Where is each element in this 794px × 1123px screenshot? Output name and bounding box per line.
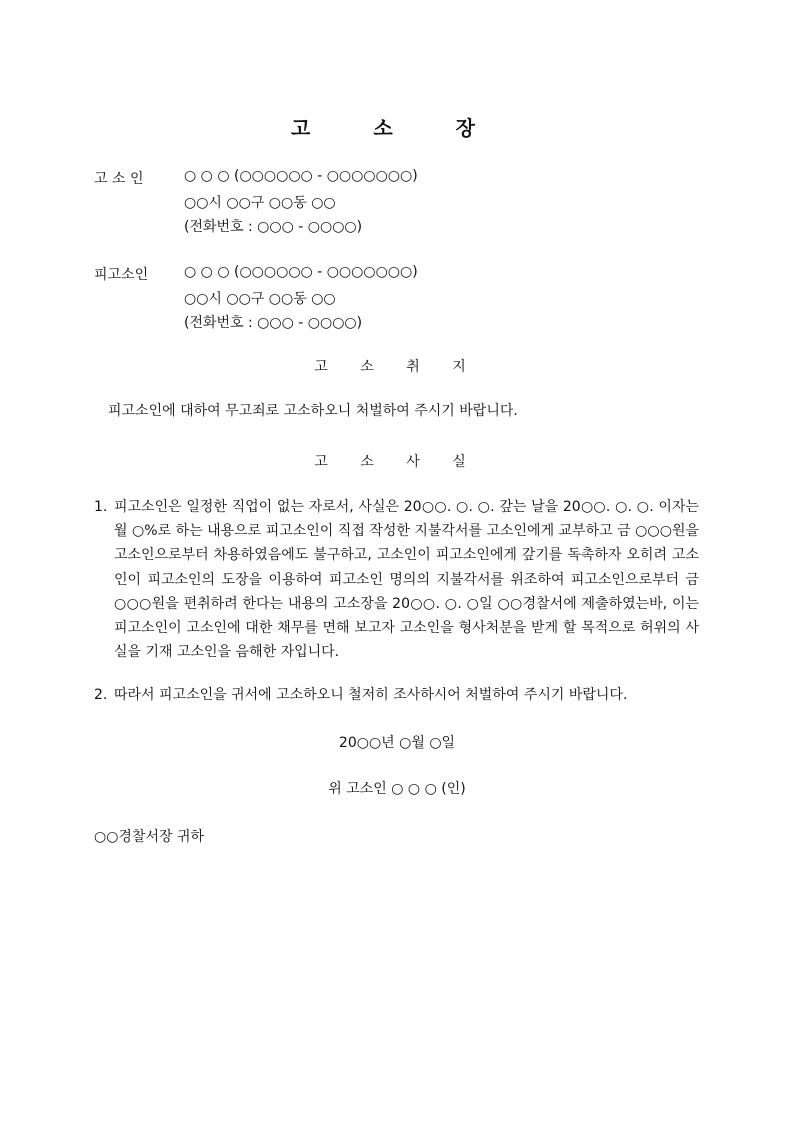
accused-label: 피고소인 [94,267,149,283]
accused-address: ○○시 ○○구 ○○동 ○○ [184,291,336,307]
complainant-phone: (전화번호 : ○○○ - ○○○○) [184,219,363,235]
addressee: ○○경찰서장 귀하 [94,829,205,845]
fact-text: 피고소인은 일정한 직업이 없는 자로서, 사실은 20○○. ○. ○. 갚는 날을 20○○. ○. ○. 이자는 월 ○%로 하는 내용으로 피고소인이 직접 작성한 지불각서를 고소인에게 교부하고 금 ○○○원을 고소인으로부터 차용하였음에도 불구하고, 고소인이 피고소인에게 갚기를 독촉하자 오히려 고소인이 피고소인의 도장을 이용하여 피고소인 명의의 지불각서를 위조하여 피고소인으로부터 금 ○○○원을 편취하려 한다는 내용의 고소장을 20○○. ○. ○일 ○○경찰서에 제출하였는바, 이는 피고소인이 고소인에 대한 채무를 면해 보고자 고소인을 형사처분을 받게 할 목적으로 허위의 사실을 기재 고소인을 음해한 자입니다. [114,499,699,661]
complainant-label: 고 소 인 [94,171,144,187]
complainant-address: ○○시 ○○구 ○○동 ○○ [184,195,336,211]
fact-item [94,495,699,664]
fact-number: 1. [94,499,108,515]
purpose-text: 피고소인에 대하여 무고죄로 고소하오니 처벌하여 주시기 바랍니다. [108,403,518,419]
signature-line: 위 고소인 ○ ○ ○ (인) [328,781,466,797]
purpose-heading: 고 소 취 지 [314,359,480,375]
fact-number: 2. [94,687,108,703]
accused-phone: (전화번호 : ○○○ - ○○○○) [184,315,363,331]
document-date: 20○○년 ○월 ○일 [338,735,456,751]
accused-name: ○ ○ ○ (○○○○○○ - ○○○○○○○) [184,264,418,280]
facts-heading: 고 소 사 실 [314,454,480,470]
document-title: 고 소 장 [291,116,503,140]
complainant-name: ○ ○ ○ (○○○○○○ - ○○○○○○○) [184,168,418,184]
fact-item [94,683,699,707]
fact-text: 따라서 피고소인을 귀서에 고소하오니 철저히 조사하시어 처벌하여 주시기 바랍니다. [114,687,628,703]
